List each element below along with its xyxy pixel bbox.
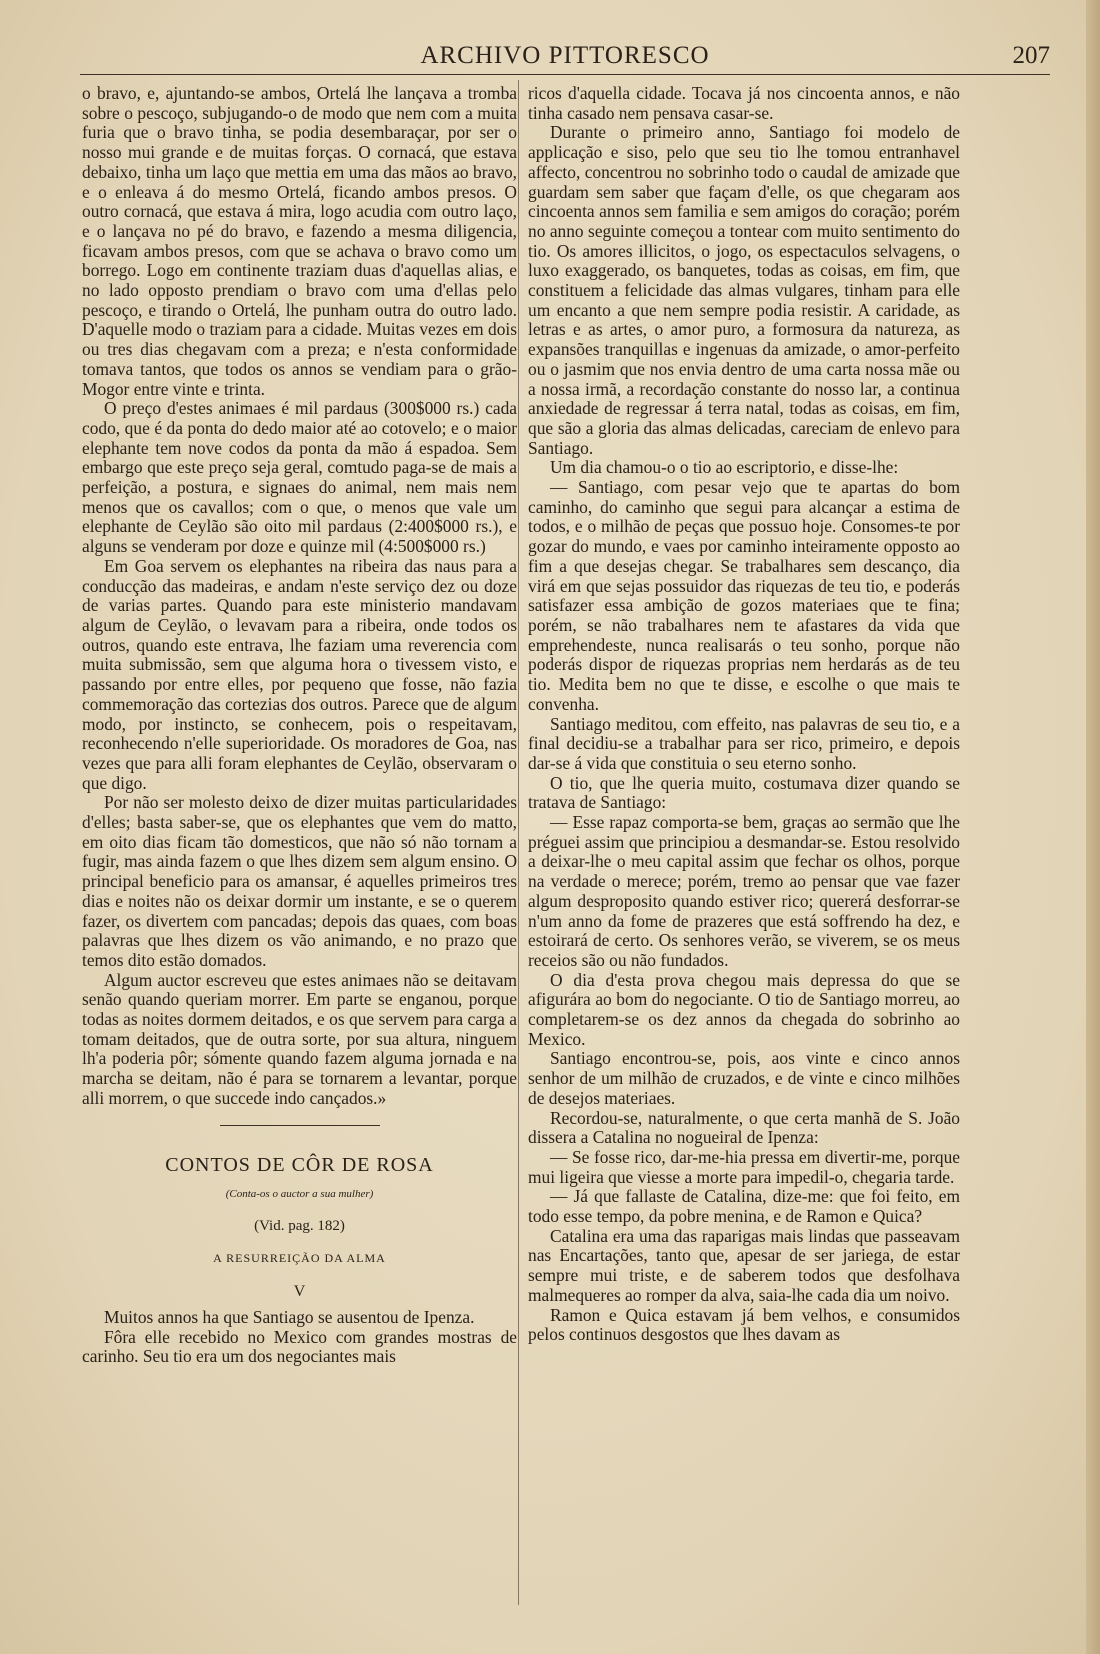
- paragraph: Ramon e Quica estavam já bem velhos, e consumidos pelos continuos desgostos que lhes davam as: [528, 1304, 960, 1345]
- paragraph: Algum auctor escreveu que estes animaes não se deitavam senão quando queriam morrer. Em parte se enganou, porque todas as noites dormem deitados, e os que servem para carga a tomam deitados, que de outra sorte, por sua altura, ninguem lh'a poderia pôr; sómente quando fazem alguma jornada e na marcha se deitam, não é para se tornarem a levantar, porque alli morrem, o que succede indo cançados.»: [82, 969, 517, 1108]
- paragraph: Muitos annos ha que Santiago se ausentou de Ipenza.: [104, 1307, 475, 1328]
- paragraph: Santiago meditou, com effeito, nas palavras de seu tio, e a final decidiu-se a trabalhar para ser rico, primeiro, e depois dar-se á vida que constituia o seu eterno sonho.: [528, 713, 960, 773]
- paragraph: O preço d'estes animaes é mil pardaus (300$000 rs.) cada codo, que é da ponta do dedo maior até ao cotovelo; e o maior elephante tem nove codos da ponta da mão á espadoa. Sem embargo que este preço seja geral, comtudo paga-se de mais a perfeição, a postura, e signaes do animal, nem mais nem menos que os cavallos; com o que, o menos que vale um elephante de Ceylão são oito mil pardaus (2:400$000 rs.), e alguns se venderam por doze e quinze mil (4:500$000 rs.): [82, 398, 517, 557]
- section-reference: (Vid. pag. 182): [254, 1217, 345, 1234]
- paragraph: O tio, que lhe queria muito, costumava dizer quando se tratava de Santiago:: [528, 772, 960, 813]
- paragraph: — Esse rapaz comporta-se bem, graças ao sermão que lhe préguei assim que principiou a desmandar-se. Estou resolvido a deixar-lhe o meu capital assim que fechar os olhos, porque na verdade o merece; porém, tremo ao pensar que vae fazer algum desproposito quando estiver rico; quererá desforrar-se n'um anno da fome de prazeres que está soffrendo ha dez, e estoirará de certo. Os senhores verão, se viverem, se os meus receios são ou não fundados.: [528, 812, 960, 970]
- chapter-number: V: [293, 1283, 306, 1301]
- section-title: CONTOS DE CÔR DE ROSA: [165, 1153, 434, 1176]
- page-number: 207: [1012, 42, 1050, 69]
- paragraph: ricos d'aquella cidade. Tocava já nos cincoenta annos, e não tinha casado nem pensava casar-se.: [528, 83, 960, 123]
- paragraph: — Já que fallaste de Catalina, dize-me: que foi feito, em todo esse tempo, da pobre menina, e de Ramon e Quica?: [528, 1186, 960, 1227]
- section-subtitle: (Conta-os o auctor a sua mulher): [225, 1188, 374, 1201]
- paragraph: Catalina era uma das raparigas mais lindas que passeavam nas Encartações, tanto que, apesar de ser jariega, de estar sempre mui triste, e de saberem todos que desfolhava malmequeres ao romper da alva, saia-lhe cada dia um noivo.: [528, 1225, 960, 1305]
- chapter-title: A RESURREIÇÃO DA ALMA: [213, 1250, 386, 1265]
- paragraph: Durante o primeiro anno, Santiago foi modelo de applicação e siso, pelo que seu tio lhe tomou entranhavel affecto, concentrou no sobrinho todo o caudal de amizade que guardam sem saber que façam d'elle, os que chegaram aos cincoenta annos sem familia e sem amigos do coração; porém no anno seguinte começou a tontear com muito sentimento do tio. Os amores illicitos, o jogo, os espectaculos selvagens, o luxo exaggerado, os banquetes, todas as coisas, em fim, que constituem a felicidade das almas vulgares, tinham para elle um encanto a que nem sempre podia resistir. A caridade, as letras e as artes, o amor puro, a formosura da natureza, as expansões tranquillas e ingenuas da amizade, o amor-perfeito ou o jasmim que nos envia dentro de uma carta nossa mãe ou a nossa irmã, a recordação constante do nosso lar, a continua anxiedade de regressar á terra natal, todas as coisas, em fim, que são a gloria das almas delicadas, careciam de enlevo para Santiago.: [528, 122, 960, 458]
- page-edge: [1086, 0, 1100, 1654]
- paragraph: Por não ser molesto deixo de dizer muitas particularidades d'elles; basta saber-se, que os elephantes que vem do matto, em oito dias ficam tão domesticos, que não só não tornam a fugir, mas ainda fazem o que lhes dizem sem algum ensino. O principal beneficio para os amansar, é aquelles primeiros tres dias e noites não os deixar dormir um instante, e se o querem fazer, os divertem com pancadas; depois das quaes, com boas palavras que lhes dizem os vão animando, e no prazo que temos dito estão domados.: [82, 792, 517, 970]
- publication-title: ARCHIVO PITTORESCO: [420, 42, 710, 69]
- paragraph: Recordou-se, naturalmente, o que certa manhã de S. João dissera a Catalina no nogueiral de Ipenza:: [528, 1107, 960, 1148]
- paragraph: — Se fosse rico, dar-me-hia pressa em divertir-me, porque mui ligeira que viesse a morte para impedil-o, chegaria tarde.: [528, 1146, 960, 1187]
- paragraph: o bravo, e, ajuntando-se ambos, Ortelá lhe lançava a tromba sobre o pescoço, subjugando-o de modo que nem com a muita furia que o bravo tinha, se podia desembaraçar, por ser o nosso mui grande e de muitas forças. O cornacá, que estava debaixo, tinha um laço que mettia em uma das mãos ao bravo, e o enleava á do mesmo Ortelá, ficando ambos presos. O outro cornacá, que estava á mira, logo acudia com outro laço, e o lançava no pé do bravo, e fazendo a mesma diligencia, ficavam ambos presos, com que se achava o bravo como um borrego. Logo em continente traziam duas d'aquellas alias, e no lado opposto prendiam o bravo com uma d'ellas pelo pescoço, e tirando o Ortelá, lhe punham outra do outro lado. D'aquelle modo o traziam para a cidade. Muitas vezes em dois ou tres dias chegavam com a preza; e n'esta conformidade tomava tantos, que todos os annos se vendiam para o grão-Mogor entre vinte e trinta.: [82, 83, 517, 399]
- right-column: [528, 84, 960, 1345]
- paragraph: O dia d'esta prova chegou mais depressa do que se afigurára ao bom do negociante. O tio de Santiago morreu, ao completarem-se os dez annos da chegada do sobrinho ao Mexico.: [528, 969, 960, 1049]
- paragraph: Um dia chamou-o o tio ao escriptorio, e disse-lhe:: [550, 457, 899, 478]
- page-header: [80, 38, 1050, 75]
- column-divider: [518, 80, 519, 1605]
- paragraph: Santiago encontrou-se, pois, aos vinte e cinco annos senhor de um milhão de cruzados, e de vinte e cinco milhões de desejos materiaes.: [528, 1048, 960, 1108]
- paragraph: Em Goa servem os elephantes na ribeira das naus para a conducção das madeiras, e andam n'este serviço dez ou doze de varias partes. Quando para este ministerio mandavam algum de Ceylão, o levavam para a ribeira, onde todos os outros, quando este entrava, lhe faziam uma reverencia com muita submissão, sem que alguma hora o tivessem visto, e passando por entre elles, por pequeno que fosse, não fazia commemoração das cortezias dos outros. Parece que de algum modo, por instincto, se conhecem, pois o respeitavam, reconhecendo n'elle superioridade. Os moradores de Goa, nas vezes que para alli foram elephantes de Ceylão, observaram o que digo.: [82, 555, 517, 793]
- left-column: [82, 84, 517, 1367]
- paragraph: Fôra elle recebido no Mexico com grandes mostras de carinho. Seu tio era um dos negociantes mais: [82, 1326, 517, 1367]
- paragraph: — Santiago, com pesar vejo que te apartas do bom caminho, do caminho que segui para alcançar a estima de todos, e o milhão de peças que possuo hoje. Consomes-te por gozar do mundo, e vaes por caminho inteiramente opposto ao fim a que desejas chegar. Se trabalhares sem descanço, dia virá em que sejas possuidor das riquezas de teu tio, e poderás satisfazer essa ambição de gozos materiaes que te fina; porém, se não trabalhares nem te afastares da vida que emprehendeste, nunca realisarás o teu sonho, porque não poderás dispor de riquezas proprias nem herdarás as de teu tio. Medita bem no que te disse, e escolhe o que mais te convenha.: [528, 477, 960, 714]
- section-separator: [220, 1125, 380, 1126]
